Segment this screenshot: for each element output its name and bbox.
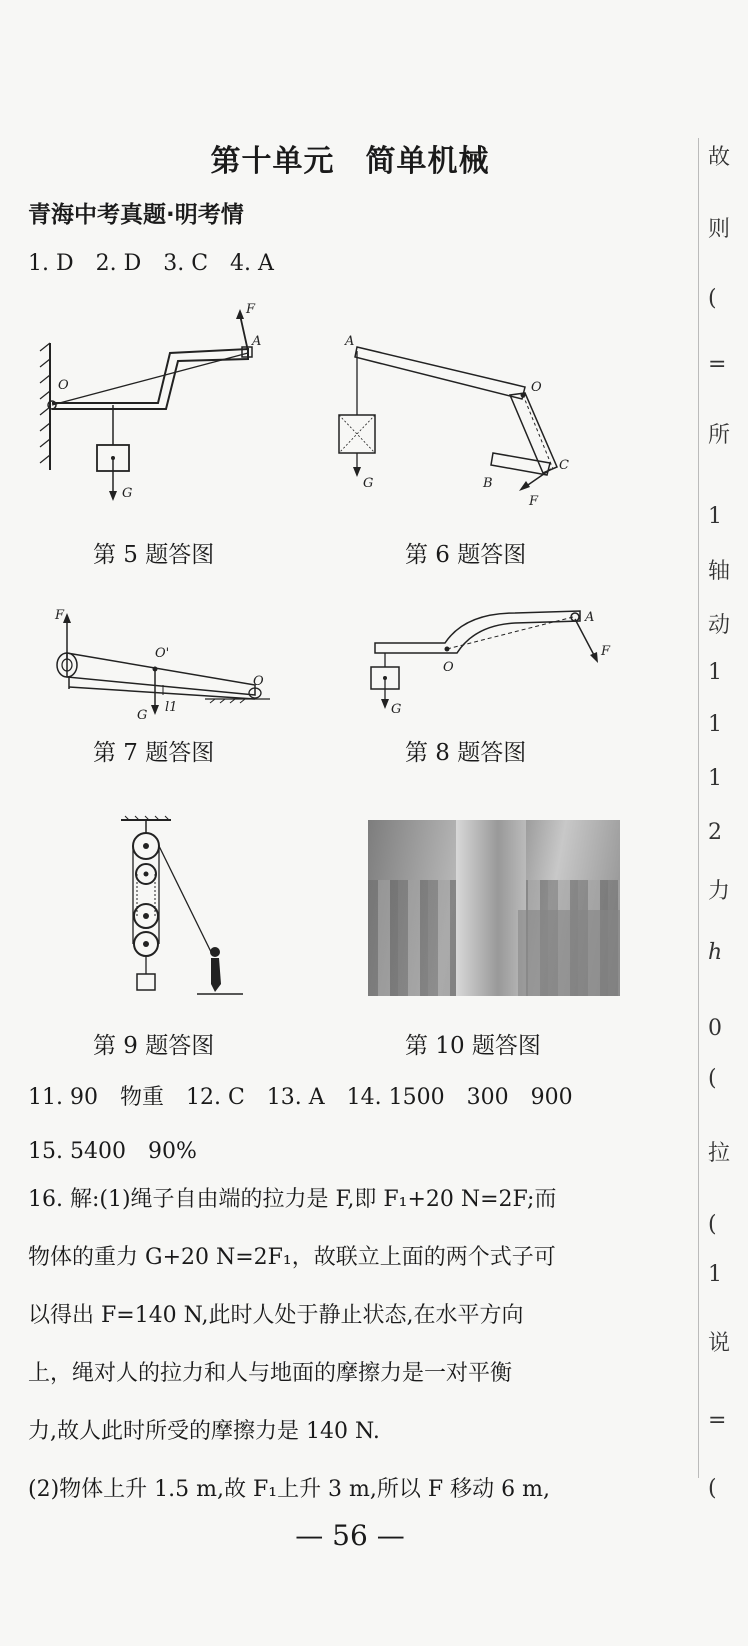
right-fragment: 1 — [708, 504, 722, 529]
right-fragment: 则 — [708, 217, 731, 242]
figure-7-wheelbarrow-diagram — [55, 608, 285, 735]
label-A: A — [345, 334, 355, 349]
label-F: F — [55, 608, 65, 623]
q16-line-6: (2)物体上升 1.5 m,故 F₁上升 3 m,所以 F 移动 6 m, — [28, 1477, 550, 1502]
right-fragment: ( — [708, 1066, 717, 1091]
right-fragment: 说 — [708, 1331, 731, 1356]
q16-line-1: 16. 解:(1)绳子自由端的拉力是 F,即 F₁+20 N=2F;而 — [28, 1187, 557, 1212]
figure-8-caption: 第 8 题答图 — [405, 740, 527, 766]
figure-10-caption: 第 10 题答图 — [405, 1033, 541, 1059]
right-fragment: 故 — [708, 145, 731, 170]
q16-line-4: 上，绳对人的拉力和人与地面的摩擦力是一对平衡 — [28, 1361, 513, 1386]
figure-6-caption: 第 6 题答图 — [405, 542, 527, 568]
answers-1-4: 1. D 2. D 3. C 4. A — [28, 251, 274, 276]
column-divider — [698, 138, 699, 1478]
right-fragment: 1 — [708, 766, 722, 791]
section-heading: 青海中考真题·明考情 — [28, 202, 244, 228]
figure-5-lever-diagram — [40, 302, 270, 505]
right-fragment: = — [708, 1408, 727, 1433]
label-l1: l1 — [165, 700, 178, 715]
label-O: O — [531, 380, 542, 395]
right-fragment: 拉 — [708, 1141, 731, 1166]
label-O: O — [58, 378, 69, 393]
figure-7-caption: 第 7 题答图 — [93, 740, 215, 766]
right-fragment: 轴 — [708, 559, 731, 584]
label-B: B — [483, 476, 493, 491]
answers-11-14: 11. 90 物重 12. C 13. A 14. 1500 300 900 — [28, 1085, 573, 1110]
label-F: F — [246, 302, 256, 317]
figure-10-photo — [368, 820, 620, 996]
figure-6-lever-diagram — [345, 335, 605, 515]
unit-title: 第十单元 简单机械 — [210, 144, 490, 179]
right-fragment: h — [708, 940, 723, 965]
right-fragment: 力 — [708, 879, 731, 904]
right-fragment: 1 — [708, 660, 722, 685]
figure-9-pulley-diagram — [115, 816, 245, 1006]
label-A: A — [252, 334, 262, 349]
right-fragment: 2 — [708, 820, 722, 845]
answers-15: 15. 5400 90% — [28, 1139, 197, 1164]
right-fragment: 所 — [708, 423, 731, 448]
label-O: O — [253, 674, 264, 689]
right-fragment: 1 — [708, 712, 722, 737]
q16-line-3: 以得出 F=140 N,此时人处于静止状态,在水平方向 — [28, 1303, 524, 1328]
figure-9-caption: 第 9 题答图 — [93, 1033, 215, 1059]
label-O-prime: O' — [155, 646, 170, 661]
right-fragment: ( — [708, 1212, 717, 1237]
label-G: G — [363, 476, 374, 491]
right-fragment: 1 — [708, 1262, 722, 1287]
right-fragment: 动 — [708, 613, 731, 638]
q16-line-2: 物体的重力 G+20 N=2F₁，故联立上面的两个式子可 — [28, 1245, 556, 1270]
label-F: F — [529, 494, 539, 509]
right-fragment: = — [708, 352, 727, 377]
label-C: C — [559, 458, 569, 473]
label-G: G — [137, 708, 148, 723]
right-fragment: 0 — [708, 1016, 722, 1041]
right-fragment: ( — [708, 286, 717, 311]
figure-5-caption: 第 5 题答图 — [93, 542, 215, 568]
label-F: F — [601, 644, 611, 659]
right-fragment: ( — [708, 1476, 717, 1501]
label-G: G — [122, 486, 133, 501]
label-G: G — [391, 702, 402, 717]
figure-8-lever-diagram — [375, 610, 615, 735]
label-O: O — [443, 660, 454, 675]
label-A: A — [585, 610, 595, 625]
q16-line-5: 力,故人此时所受的摩擦力是 140 N. — [28, 1419, 380, 1444]
page-number: — 56 — — [295, 1519, 405, 1552]
